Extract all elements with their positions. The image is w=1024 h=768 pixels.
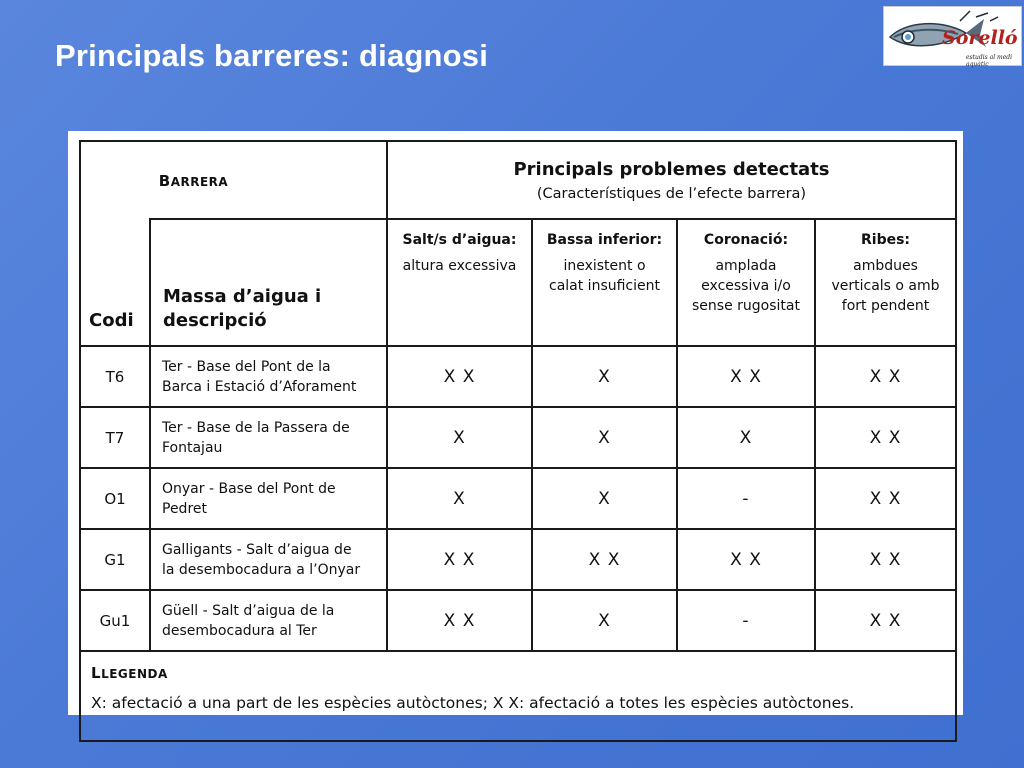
barrier-code: T6	[80, 346, 150, 407]
mark-bassa: X	[532, 407, 677, 468]
barrier-code: G1	[80, 529, 150, 590]
table-row	[80, 529, 956, 590]
barriers-table	[79, 140, 957, 742]
legend-text: X: afectació a una part de les espècies autòctones; X X: afectació a totes les espècies autòctones.	[91, 694, 855, 712]
barrier-description: Galligants - Salt d’aigua de la desembocadura a l’Onyar	[150, 529, 387, 590]
criterion-salt: Salt/s d’aigua: altura excessiva	[387, 219, 532, 346]
mark-salt: X X	[387, 346, 532, 407]
barrier-description: Ter - Base del Pont de la Barca i Estació d’Aforament	[150, 346, 387, 407]
mark-ribes: X X	[815, 590, 956, 651]
mark-salt: X	[387, 407, 532, 468]
mark-ribes: X X	[815, 529, 956, 590]
logo-name: Sorelló	[942, 27, 1018, 49]
mark-ribes: X X	[815, 346, 956, 407]
massa-header: Massa d’aigua i descripció	[150, 219, 387, 346]
criterion-coronacio: Coronació: amplada excessiva i/o sense rugositat	[677, 219, 815, 346]
problems-header	[387, 141, 956, 219]
problems-title: Principals problemes detectats	[513, 158, 830, 180]
barrier-description: Onyar - Base del Pont de Pedret	[150, 468, 387, 529]
mark-salt: X X	[387, 529, 532, 590]
mark-coronacio: X X	[677, 529, 815, 590]
mark-coronacio: -	[677, 590, 815, 651]
problems-subtitle: (Característiques de l’efecte barrera)	[536, 185, 807, 202]
mark-bassa: X	[532, 468, 677, 529]
mark-coronacio: X	[677, 407, 815, 468]
mark-coronacio: -	[677, 468, 815, 529]
page-title: Principals barreres: diagnosi	[55, 38, 489, 73]
mark-salt: X	[387, 468, 532, 529]
barrier-code: O1	[80, 468, 150, 529]
codi-header: Codi	[80, 219, 150, 346]
mark-coronacio: X X	[677, 346, 815, 407]
table-card	[68, 131, 963, 715]
barrera-header: BARRERA	[80, 141, 387, 219]
legend	[80, 651, 956, 741]
mark-bassa: X X	[532, 529, 677, 590]
logo	[883, 6, 1022, 66]
table-row	[80, 468, 956, 529]
mark-salt: X X	[387, 590, 532, 651]
mark-bassa: X	[532, 590, 677, 651]
criterion-bassa: Bassa inferior: inexistent o calat insuficient	[532, 219, 677, 346]
barrier-code: Gu1	[80, 590, 150, 651]
barrier-code: T7	[80, 407, 150, 468]
table-row	[80, 407, 956, 468]
mark-ribes: X X	[815, 468, 956, 529]
mark-bassa: X	[532, 346, 677, 407]
logo-tagline: estudis al medi aquàtic	[966, 54, 1013, 68]
table-row	[80, 590, 956, 651]
legend-title: LLEGENDA	[91, 664, 168, 682]
barrier-description: Ter - Base de la Passera de Fontajau	[150, 407, 387, 468]
table-row	[80, 346, 956, 407]
barrier-description: Güell - Salt d’aigua de la desembocadura al Ter	[150, 590, 387, 651]
criterion-ribes: Ribes: ambdues verticals o amb fort pendent	[815, 219, 956, 346]
mark-ribes: X X	[815, 407, 956, 468]
